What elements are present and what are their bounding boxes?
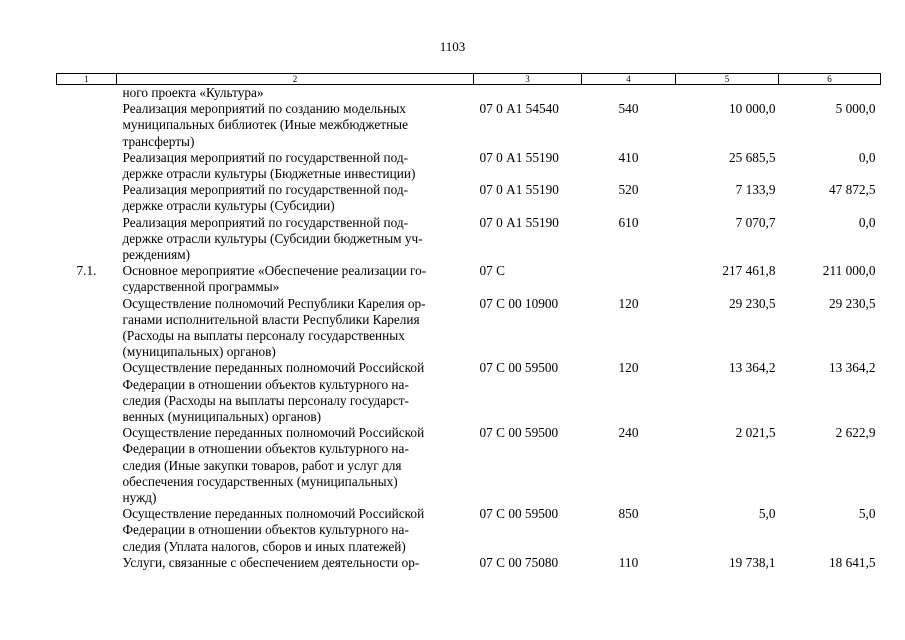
expense-type-code: 850	[618, 506, 639, 522]
item-name-line: Осуществление переданных полномочий Российской	[122, 425, 425, 441]
item-name	[117, 215, 474, 264]
item-name-line: следия (Расходы на выплаты персоналу государст-	[122, 392, 409, 408]
amount-col6	[779, 85, 881, 102]
item-name-line: Реализация мероприятий по государственной под-	[122, 149, 409, 165]
table-row	[57, 150, 881, 182]
column-header: 3	[474, 74, 582, 85]
item-name	[117, 360, 474, 425]
table-row	[57, 425, 881, 506]
target-article-code: 07 С 00 10900	[479, 295, 559, 311]
row-number	[57, 182, 117, 214]
table-header	[57, 74, 881, 85]
row-number	[57, 150, 117, 182]
item-name-line: держке отрасли культуры (Субсидии)	[122, 198, 335, 214]
item-name-line: Реализация мероприятий по государственной под-	[122, 214, 409, 230]
item-name-line: муниципальных библиотек (Иные межбюджетные	[122, 117, 409, 133]
item-name-line: ганами исполнительной власти Республики Карелия	[122, 311, 420, 327]
row-number	[57, 85, 117, 102]
target-article-code: 07 0 А1 55190	[479, 149, 559, 165]
expense-type-code: 110	[618, 554, 639, 570]
column-header: 5	[676, 74, 779, 85]
expense-type-code: 540	[618, 101, 639, 117]
amount-col5: 7 133,9	[735, 182, 776, 198]
item-name-line: держке отрасли культуры (Субсидии бюджетным уч-	[122, 230, 423, 246]
table-row	[57, 101, 881, 150]
item-name-line: сударственной программы»	[122, 279, 280, 295]
amount-col6: 47 872,5	[828, 182, 876, 198]
item-name-line: Реализация мероприятий по созданию модельных	[122, 101, 406, 117]
row-number	[57, 555, 117, 571]
amount-col5: 13 364,2	[728, 360, 776, 376]
item-name-line: венных (муниципальных) органов)	[122, 409, 322, 425]
item-name	[117, 182, 474, 214]
target-article-code: 07 С	[479, 263, 505, 279]
amount-col6: 211 000,0	[822, 263, 876, 279]
expense-type-code	[582, 85, 676, 102]
amount-col5: 19 738,1	[728, 554, 776, 570]
amount-col6: 13 364,2	[828, 360, 876, 376]
expense-type-code: 410	[618, 149, 639, 165]
expense-type-code: 120	[618, 295, 639, 311]
target-article-code: 07 С 00 59500	[479, 360, 559, 376]
table-row	[57, 85, 881, 102]
amount-col6: 5,0	[858, 506, 876, 522]
item-name-line: следия (Иные закупки товаров, работ и услуг для	[122, 457, 402, 473]
expense-type-code: 240	[618, 425, 639, 441]
item-name-line: Осуществление переданных полномочий Российской	[122, 506, 425, 522]
target-article-code: 07 С 00 75080	[479, 554, 559, 570]
table-row	[57, 555, 881, 571]
amount-col5: 2 021,5	[735, 425, 776, 441]
table-body	[57, 85, 881, 572]
row-number	[57, 425, 117, 506]
item-name-line: Реализация мероприятий по государственной под-	[122, 182, 409, 198]
amount-col6: 18 641,5	[828, 554, 876, 570]
amount-col5: 25 685,5	[728, 149, 776, 165]
target-article-code: 07 0 А1 55190	[479, 214, 559, 230]
amount-col5	[676, 85, 779, 102]
amount-col6: 2 622,9	[835, 425, 876, 441]
amount-col5: 10 000,0	[728, 101, 776, 117]
target-article-code: 07 0 А1 55190	[479, 182, 559, 198]
table-row	[57, 506, 881, 555]
item-name-line: Основное мероприятие «Обеспечение реализации го-	[122, 263, 427, 279]
table-row	[57, 182, 881, 214]
amount-col5: 29 230,5	[728, 295, 776, 311]
item-name	[117, 425, 474, 506]
row-number	[57, 296, 117, 361]
item-name	[117, 150, 474, 182]
column-header: 1	[57, 74, 117, 85]
table-row	[57, 360, 881, 425]
item-name-line: Федерации в отношении объектов культурного на-	[122, 522, 409, 538]
column-header: 4	[582, 74, 676, 85]
target-article-code: 07 0 А1 54540	[479, 101, 559, 117]
item-name	[117, 555, 474, 571]
item-name-line: Осуществление переданных полномочий Российской	[122, 360, 425, 376]
target-article-code	[474, 85, 582, 102]
amount-col6: 5 000,0	[835, 101, 876, 117]
expense-type-code: 610	[618, 214, 639, 230]
row-number	[57, 101, 117, 150]
item-name	[117, 101, 474, 150]
item-name	[117, 296, 474, 361]
page-number: 1103	[439, 39, 466, 54]
item-name	[117, 506, 474, 555]
expense-type-code	[582, 263, 676, 295]
expense-type-code: 120	[618, 360, 639, 376]
amount-col6: 0,0	[858, 214, 876, 230]
target-article-code: 07 С 00 59500	[479, 425, 559, 441]
row-number	[57, 506, 117, 555]
table-row	[57, 296, 881, 361]
item-name-line: нужд)	[122, 490, 157, 506]
row-number	[57, 215, 117, 264]
amount-col6: 0,0	[858, 149, 876, 165]
amount-col6: 29 230,5	[828, 295, 876, 311]
target-article-code: 07 С 00 59500	[479, 506, 559, 522]
amount-col5: 5,0	[758, 506, 776, 522]
row-number	[57, 360, 117, 425]
amount-col5: 217 461,8	[722, 263, 776, 279]
item-name-line: следия (Уплата налогов, сборов и иных платежей)	[122, 538, 406, 554]
item-name-line: Услуги, связанные с обеспечением деятельности ор-	[122, 554, 420, 570]
budget-table	[56, 73, 881, 571]
expense-type-code: 520	[618, 182, 639, 198]
item-name-line: Федерации в отношении объектов культурного на-	[122, 441, 409, 457]
item-name-line: ного проекта «Культура»	[122, 85, 264, 100]
item-name-line: реждениям)	[122, 247, 191, 263]
item-name	[117, 85, 474, 102]
row-number: 7.1.	[76, 263, 97, 279]
column-header: 2	[117, 74, 474, 85]
item-name-line: Осуществление полномочий Республики Карелия ор-	[122, 295, 426, 311]
item-name-line: трансферты)	[122, 133, 195, 149]
table-row	[57, 215, 881, 264]
item-name-line: Федерации в отношении объектов культурного на-	[122, 376, 409, 392]
item-name-line: (Расходы на выплаты персоналу государственных	[122, 328, 405, 344]
table-row	[57, 263, 881, 295]
amount-col5: 7 070,7	[735, 214, 776, 230]
item-name-line: (муниципальных) органов)	[122, 344, 276, 360]
item-name	[117, 263, 474, 295]
item-name-line: держке отрасли культуры (Бюджетные инвестиции)	[122, 166, 416, 182]
column-header: 6	[779, 74, 881, 85]
item-name-line: обеспечения государственных (муниципальных)	[122, 473, 398, 489]
